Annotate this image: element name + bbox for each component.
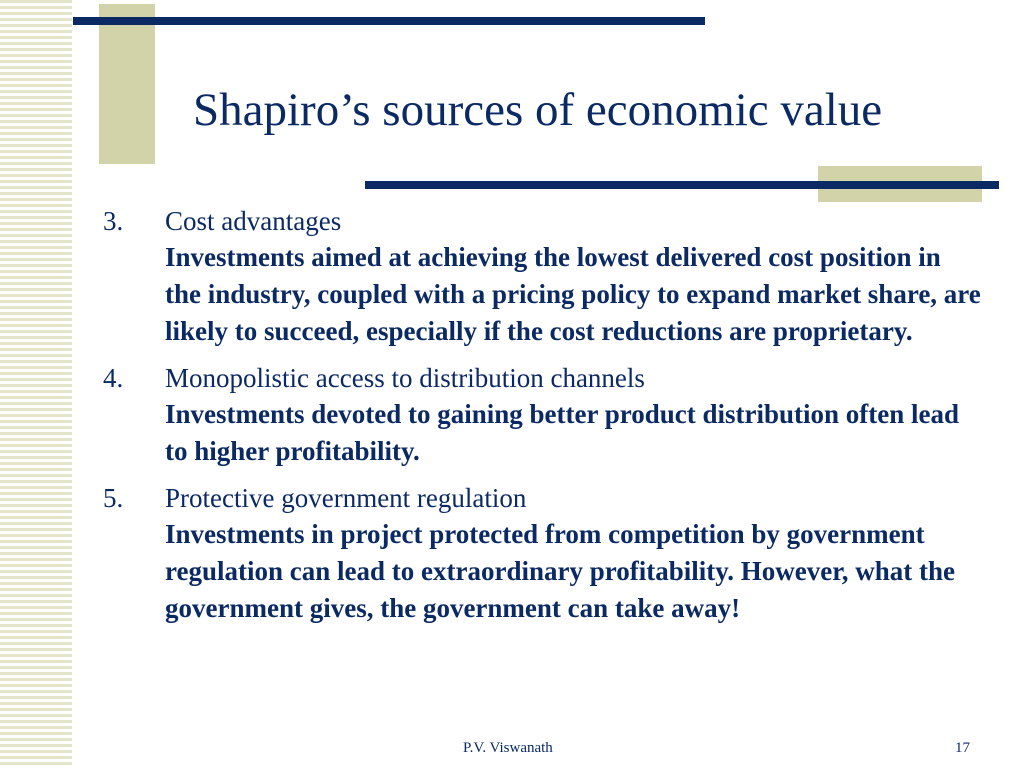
decorative-bar-bottom <box>365 181 999 189</box>
sources-list <box>103 203 983 637</box>
list-item-government-regulation <box>103 480 983 627</box>
list-item-number: 3. <box>103 206 124 236</box>
list-item-distribution-channels <box>103 360 983 470</box>
list-item-number: 5. <box>103 483 124 513</box>
list-item-cost-advantages <box>103 203 983 350</box>
footer-author: P.V. Viswanath <box>463 740 553 756</box>
list-item-heading: Protective government regulation <box>165 483 527 513</box>
slide-title: Shapiro’s sources of economic value <box>193 84 883 136</box>
decorative-bar-top <box>73 17 705 25</box>
decorative-block-top-left <box>99 4 155 164</box>
decorative-stripes <box>0 0 72 768</box>
list-item-number: 4. <box>103 363 124 393</box>
list-item-heading: Monopolistic access to distribution channels <box>165 363 645 393</box>
page-number: 17 <box>955 740 970 756</box>
list-item-description: Investments devoted to gaining better product distribution often lead to higher profitability. <box>165 399 960 466</box>
list-item-description: Investments aimed at achieving the lowest delivered cost position in the industry, coupled with a pricing policy to expand market share, are likely to succeed, especially if the cost reductions are proprietary. <box>165 242 981 346</box>
list-item-description: Investments in project protected from competition by government regulation can lead to extraordinary profitability. However, what the government gives, the government can take away! <box>165 519 955 623</box>
list-item-heading: Cost advantages <box>165 206 342 236</box>
